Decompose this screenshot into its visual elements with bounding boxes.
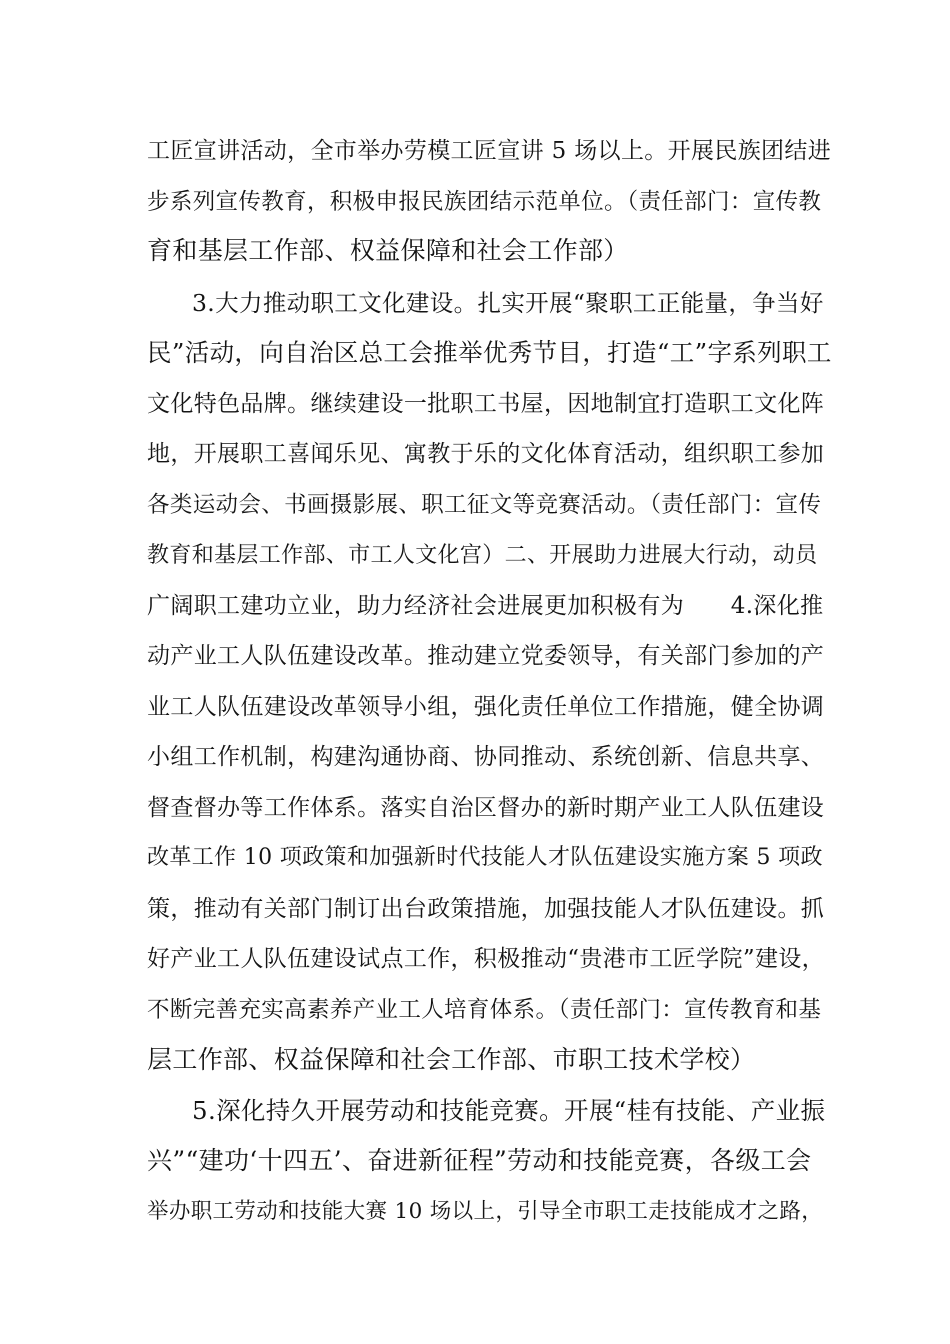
- text-line: 文化特色品牌。继续建设一批职工书屋，因地制宜打造职工文化阵: [147, 391, 825, 417]
- text-line: 举办职工劳动和技能大赛 10 场以上，引导全市职工走技能成才之路，: [147, 1199, 824, 1224]
- text-line: 工匠宣讲活动，全市举办劳模工匠宣讲 5 场以上。开展民族团结进: [147, 138, 832, 164]
- text-line: 兴”“建功‘十四五’、奋进新征程”劳动和技能竞赛，各级工会: [147, 1146, 812, 1175]
- text-line: 动产业工人队伍建设改革。推动建立党委领导，有关部门参加的产: [147, 643, 825, 669]
- paragraph-3-start: 3.大力推动职工文化建设。扎实开展“聚职工正能量，争当好: [192, 289, 824, 317]
- text-line: 改革工作 10 项政策和加强新时代技能人才队伍建设实施方案 5 项政: [147, 845, 823, 870]
- text-line: 地，开展职工喜闻乐见、寓教于乐的文化体育活动，组织职工参加: [147, 441, 825, 467]
- text-line: 步系列宣传教育，积极申报民族团结示范单位。（责任部门：宣传教: [147, 189, 822, 215]
- text-line: 层工作部、权益保障和社会工作部、市职工技术学校）: [147, 1045, 756, 1074]
- text-line: 不断完善充实高素养产业工人培育体系。（责任部门：宣传教育和基: [147, 997, 822, 1023]
- text-line: 民”活动，向自治区总工会推举优秀节目，打造“工”字系列职工: [147, 338, 832, 367]
- text-line: 教育和基层工作部、市工人文化宫）二、开展助力进展大行动，动员: [147, 543, 818, 568]
- text-line: 小组工作机制，构建沟通协商、协同推动、系统创新、信息共享、: [147, 744, 825, 770]
- text-line: 业工人队伍建设改革领导小组，强化责任单位工作措施，健全协调: [147, 694, 825, 720]
- text-line: 策，推动有关部门制订出台政策措施，加强技能人才队伍建设。抓: [147, 896, 825, 922]
- text-line: 各类运动会、书画摄影展、职工征文等竞赛活动。（责任部门：宣传: [147, 492, 822, 518]
- text-line: 督查督办等工作体系。落实自治区督办的新时期产业工人队伍建设: [147, 795, 825, 821]
- text-line: 育和基层工作部、权益保障和社会工作部）: [147, 236, 629, 265]
- paragraph-5-start: 5.深化持久开展劳动和技能竞赛。开展“桂有技能、产业振: [192, 1096, 826, 1125]
- text-line: 好产业工人队伍建设试点工作，积极推动“贵港市工匠学院”建设，: [147, 946, 826, 972]
- text-line: 广阔职工建功立业，助力经济社会进展更加积极有为 4.深化推: [147, 593, 824, 619]
